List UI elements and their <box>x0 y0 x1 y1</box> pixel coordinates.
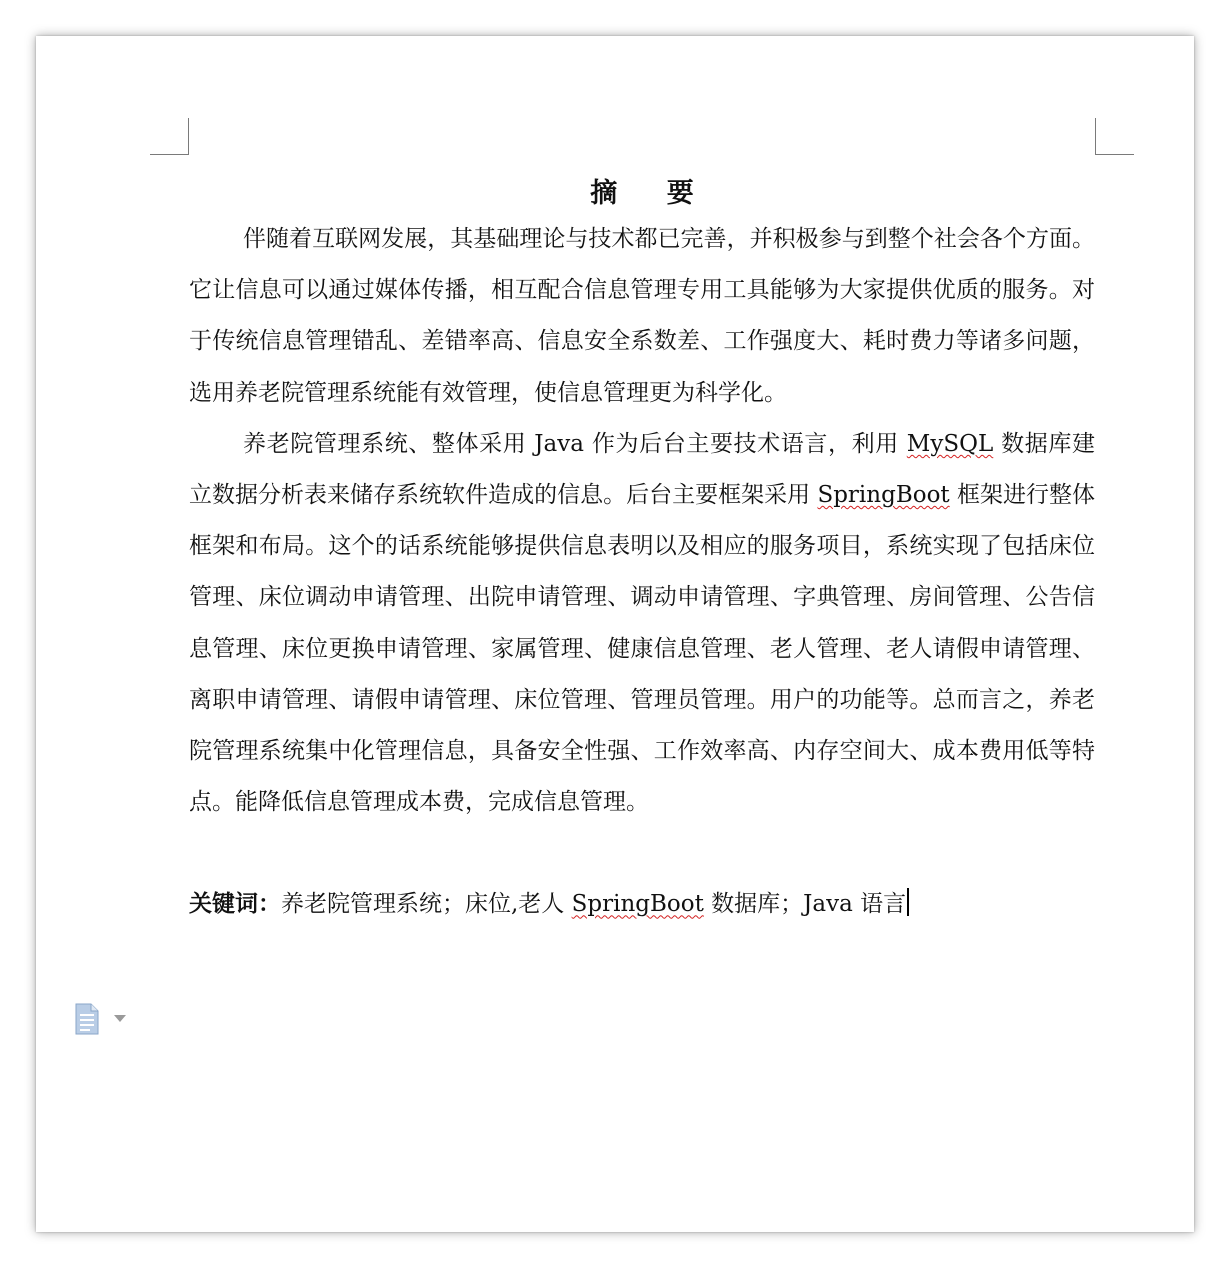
keywords-line <box>189 879 1095 930</box>
paragraph-2-text-2: 数据库建立数据分析表来储存系统软件造成的信息。后台主要框架采用 <box>189 430 1096 509</box>
abstract-paragraph-1: 伴随着互联网发展，其基础理论与技术都已完善，并积极参与到整个社会各个方面。它让信息可以通过媒体传播，相互配合信息管理专用工具能够为大家提供优质的服务。对于传统信息管理错乱、差错率高、信息安全系数差、工作强度大、耗时费力等诸多问题，选用养老院管理系统能有效管理，使信息管理更为科学化。 <box>189 226 1095 406</box>
margin-corner-top-left <box>150 118 189 155</box>
text-cursor <box>907 888 909 916</box>
paragraph-2-text-3: 框架进行整体框架和布局。这个的话系统能够提供信息表明以及相应的服务项目，系统实现了包括床位管理、床位调动申请管理、出院申请管理、调动申请管理、字典管理、房间管理、公告信息管理、床位更换申请管理、家属管理、健康信息管理、老人管理、老人请假申请管理、离职申请管理、请假申请管理、床位管理、管理员管理。用户的功能等。总而言之，养老院管理系统集中化管理信息，具备安全性强、工作效率高、内存空间大、成本费用低等特点。能降低信息管理成本费，完成信息管理。 <box>189 482 1096 816</box>
paragraph-2-text-1: 养老院管理系统、整体采用 Java 作为后台主要技术语言，利用 <box>243 430 907 457</box>
paste-options-icon <box>74 1003 100 1035</box>
document-page <box>36 36 1194 1232</box>
chevron-down-icon <box>114 1015 126 1023</box>
margin-corner-top-right <box>1095 118 1134 155</box>
spellcheck-word-mysql[interactable]: MySQL <box>906 430 994 457</box>
keywords-text-2: 数据库；Java 语言 <box>703 891 907 918</box>
spellcheck-word-springboot-keywords[interactable]: SpringBoot <box>571 891 704 918</box>
keywords-text-1: 养老院管理系统；床位,老人 <box>281 891 572 918</box>
paste-options-button[interactable] <box>74 1002 134 1036</box>
document-body[interactable] <box>189 174 1095 930</box>
spellcheck-word-springboot[interactable]: SpringBoot <box>817 482 950 509</box>
keywords-label: 关键词： <box>189 891 281 918</box>
abstract-title: 摘 要 <box>590 178 714 209</box>
abstract-paragraph-2 <box>189 419 1095 829</box>
